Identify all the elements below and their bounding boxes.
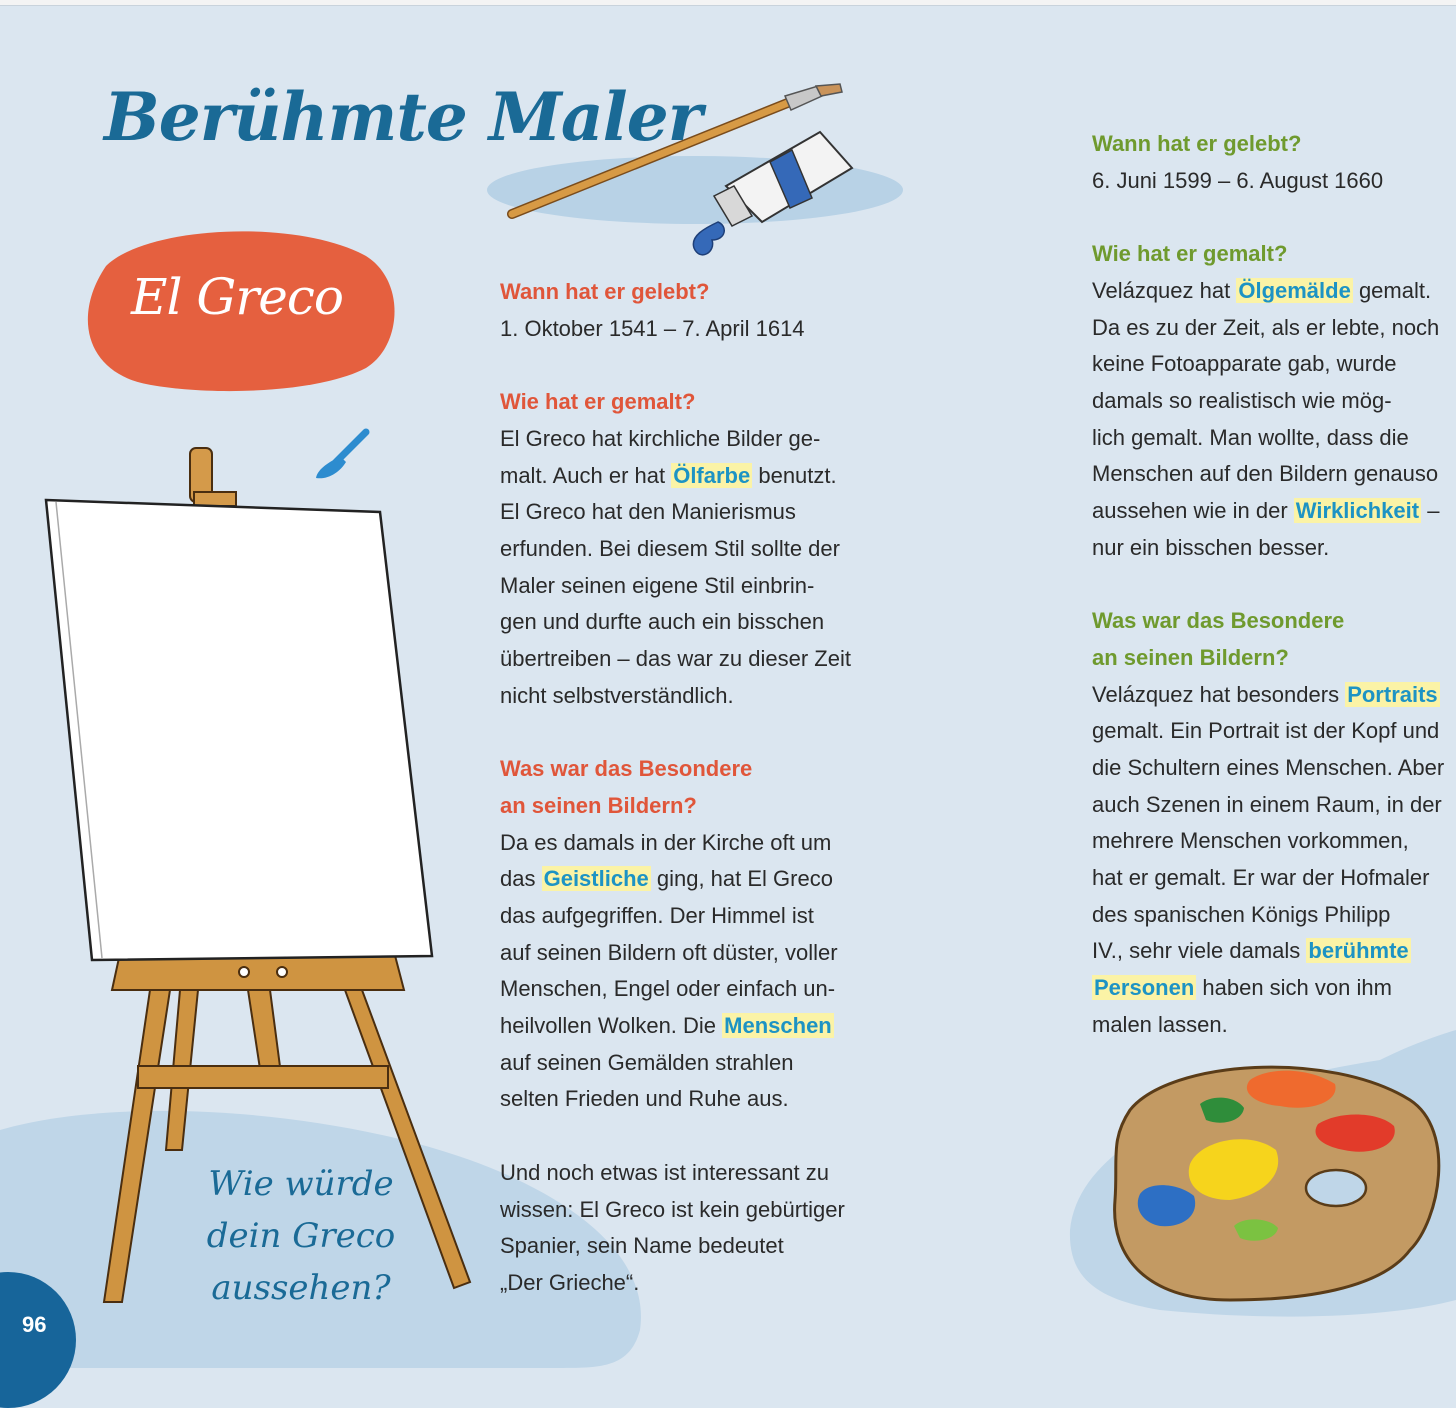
special-line: heilvollen Wolken. Die Menschen xyxy=(500,1013,832,1039)
special-line: hat er gemalt. Er war der Hofmaler xyxy=(1092,865,1430,891)
style-line: Maler seinen eigene Stil einbrin- xyxy=(500,572,815,598)
trivia-line: Spanier, sein Name bedeutet xyxy=(500,1233,784,1259)
special-heading: Was war das Besondere xyxy=(1092,608,1345,634)
special-line: das Geistliche ging, hat El Greco xyxy=(500,866,833,892)
style-line: El Greco hat den Manierismus xyxy=(500,499,796,525)
style-line: nur ein bisschen besser. xyxy=(1092,534,1330,560)
style-line: El Greco hat kirchliche Bilder ge- xyxy=(500,425,821,451)
lifespan-text: 1. Oktober 1541 – 7. April 1614 xyxy=(500,315,805,341)
special-heading: an seinen Bildern? xyxy=(500,792,697,818)
style-line: damals so realistisch wie mög- xyxy=(1092,387,1392,413)
special-line: auf seinen Gemälden strahlen xyxy=(500,1049,794,1075)
highlight-term: Ölfarbe xyxy=(673,462,751,488)
painter-name: El Greco xyxy=(131,268,343,326)
special-line: mehrere Menschen vorkommen, xyxy=(1092,828,1409,854)
special-line: Da es damals in der Kirche oft um xyxy=(500,829,832,855)
special-line: das aufgegriffen. Der Himmel ist xyxy=(500,902,814,928)
special-line: gemalt. Ein Portrait ist der Kopf und xyxy=(1092,718,1440,744)
style-heading: Wie hat er gemalt? xyxy=(500,389,696,415)
highlight-term: Ölgemälde xyxy=(1238,277,1351,303)
style-line: keine Fotoapparate gab, wurde xyxy=(1092,351,1397,377)
page-title: Berühmte Maler xyxy=(104,78,702,156)
highlight-term: Menschen xyxy=(724,1013,832,1039)
special-line: Menschen, Engel oder einfach un- xyxy=(500,976,836,1002)
style-line: erfunden. Bei diesem Stil sollte der xyxy=(500,535,840,561)
style-line: Velázquez hat Ölgemälde gemalt. xyxy=(1092,277,1432,303)
lifespan-heading: Wann hat er gelebt? xyxy=(500,279,710,304)
special-line: Personen haben sich von ihm xyxy=(1094,975,1392,1001)
special-line: des spanischen Königs Philipp xyxy=(1092,901,1391,927)
special-line: IV., sehr viele damals berühmte xyxy=(1092,938,1409,964)
special-line: auf seinen Bildern oft düster, voller xyxy=(500,939,838,965)
special-line: auch Szenen in einem Raum, in der xyxy=(1092,791,1442,817)
special-heading: Was war das Besondere xyxy=(500,756,753,782)
prompt-line: dein Greco xyxy=(206,1216,396,1256)
highlight-term: berühmte xyxy=(1308,938,1409,964)
special-heading: an seinen Bildern? xyxy=(1092,644,1289,670)
highlight-term: Wirklichkeit xyxy=(1295,498,1420,524)
small-brush-icon xyxy=(316,432,366,478)
lifespan-text: 6. Juni 1599 – 6. August 1660 xyxy=(1092,167,1384,193)
highlight-term: Portraits xyxy=(1347,681,1438,707)
style-line: nicht selbstverständlich. xyxy=(500,682,734,708)
trivia-line: Und noch etwas ist interessant zu xyxy=(500,1159,829,1185)
special-line: die Schultern eines Menschen. Aber xyxy=(1092,754,1445,780)
special-line: selten Frieden und Ruhe aus. xyxy=(500,1086,789,1112)
style-line: Menschen auf den Bildern genauso xyxy=(1092,461,1439,487)
blank-canvas xyxy=(46,500,432,960)
velazquez-text-column xyxy=(1092,126,1444,1044)
style-line: übertreiben – das war zu dieser Zeit xyxy=(500,646,851,672)
style-line: gen und durfte auch ein bisschen xyxy=(500,609,825,635)
page-number: 96 xyxy=(22,1312,47,1337)
special-line: malen lassen. xyxy=(1092,1011,1228,1037)
style-line: Da es zu der Zeit, als er lebte, noch xyxy=(1092,314,1440,340)
trivia-line: „Der Grieche“. xyxy=(500,1269,640,1295)
style-heading: Wie hat er gemalt? xyxy=(1092,241,1288,267)
drawing-prompt xyxy=(196,1158,406,1314)
highlight-term: Personen xyxy=(1094,975,1195,1001)
prompt-line: Wie würde xyxy=(208,1164,394,1204)
style-line: lich gemalt. Man wollte, dass die xyxy=(1092,424,1409,450)
el-greco-text-column xyxy=(500,274,851,1302)
special-line: Velázquez hat besonders Portraits xyxy=(1092,681,1438,707)
prompt-line: aussehen? xyxy=(211,1268,391,1308)
highlight-term: Geistliche xyxy=(543,866,649,892)
style-line: malt. Auch er hat Ölfarbe benutzt. xyxy=(500,462,837,488)
style-line: aussehen wie in der Wirklichkeit – xyxy=(1092,498,1440,524)
trivia-line: wissen: El Greco ist kein gebürtiger xyxy=(500,1196,845,1222)
lifespan-heading: Wann hat er gelebt? xyxy=(1092,131,1302,156)
paint-palette-illustration xyxy=(1115,1067,1439,1300)
